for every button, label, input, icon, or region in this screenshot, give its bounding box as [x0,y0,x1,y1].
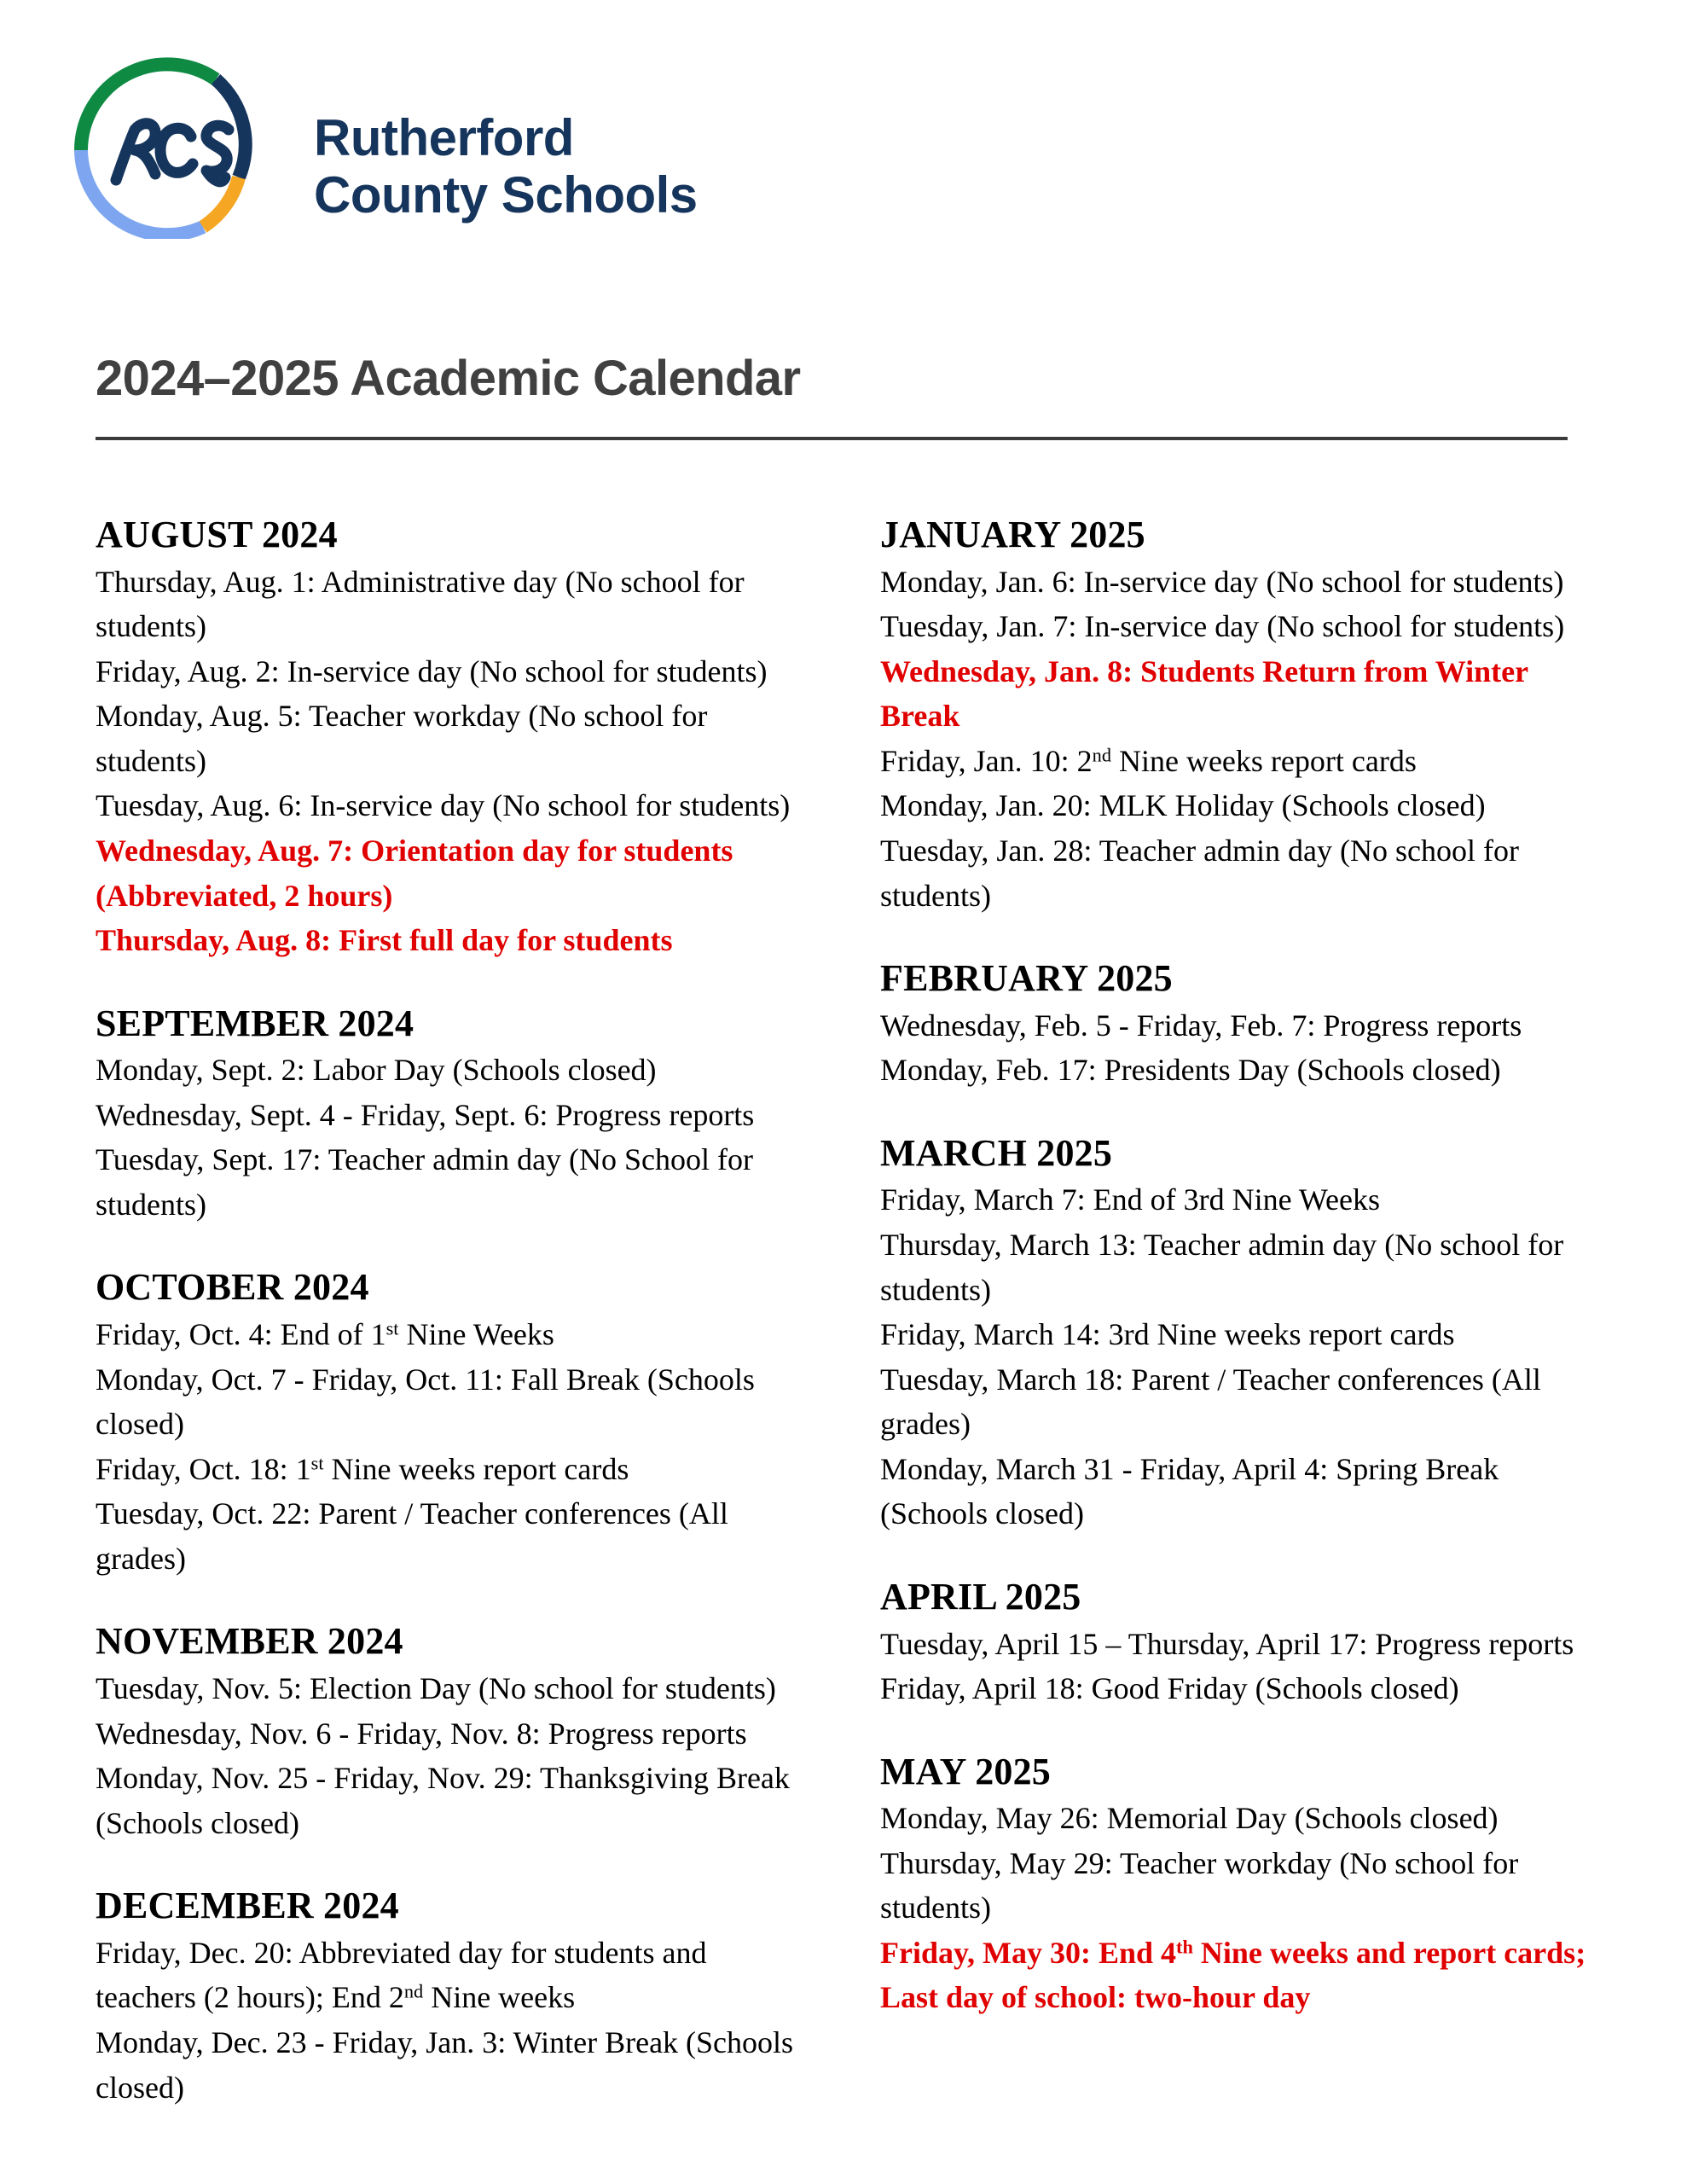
page-title: 2024–2025 Academic Calendar [96,351,801,406]
calendar-entry: Monday, Nov. 25 - Friday, Nov. 29: Thanksgiving Break (Schools closed) [96,1761,790,1840]
month-block [880,956,1605,1093]
calendar-entry: Monday, Dec. 23 - Friday, Jan. 3: Winter Break (Schools closed) [96,2025,794,2105]
calendar-entry: Friday, Dec. 20: Abbreviated day for students and teachers (2 hours); End 2nd Nine weeks [96,1935,707,2015]
calendar-entry: Wednesday, Feb. 5 - Friday, Feb. 7: Progress reports [880,1008,1522,1043]
calendar-entry: Tuesday, Aug. 6: In-service day (No school for students) [96,788,791,823]
month-heading: DECEMBER 2024 [96,1885,399,1927]
rcs-logo [67,41,264,239]
month-heading: SEPTEMBER 2024 [96,1002,415,1044]
month-block [880,1574,1605,1711]
calendar-entry-highlighted: Thursday, Aug. 8: First full day for students [96,923,673,958]
month-block [96,1001,803,1228]
calendar-entry-highlighted: Wednesday, Jan. 8: Students Return from Winter Break [880,653,1528,734]
month-heading: FEBRUARY 2025 [880,957,1173,1000]
calendar-entry: Tuesday, Sept. 17: Teacher admin day (No School for students) [96,1142,754,1222]
calendar-entry: Friday, March 14: 3rd Nine weeks report cards [880,1317,1455,1352]
calendar-entry: Tuesday, Nov. 5: Election Day (No school for students) [96,1671,776,1706]
month-heading: APRIL 2025 [880,1575,1081,1618]
calendar-entry: Tuesday, Oct. 22: Parent / Teacher conferences (All grades) [96,1496,728,1576]
calendar-entry: Monday, May 26: Memorial Day (Schools closed) [880,1801,1499,1836]
month-block [96,512,803,963]
brand-name-line1: Rutherford [314,109,574,166]
calendar-entry: Tuesday, March 18: Parent / Teacher conferences (All grades) [880,1362,1541,1442]
month-heading: MARCH 2025 [880,1131,1113,1174]
calendar-entry: Friday, Aug. 2: In-service day (No school for students) [96,653,768,688]
rcs-logo-icon [67,41,264,239]
month-block [880,1130,1605,1536]
brand-name [314,109,698,224]
month-heading: AUGUST 2024 [96,514,338,555]
calendar-entry: Monday, Jan. 20: MLK Holiday (Schools closed) [880,788,1486,823]
calendar-entry: Friday, Oct. 18: 1st Nine weeks report cards [96,1451,629,1486]
calendar-entry: Thursday, May 29: Teacher workday (No school for students) [880,1845,1519,1926]
calendar-entry-highlighted: Friday, May 30: End 4th Nine weeks and report cards; Last day of school: two-hour day [880,1935,1586,2015]
calendar-entry-highlighted: Wednesday, Aug. 7: Orientation day for students (Abbreviated, 2 hours) [96,833,733,913]
page-header [0,0,1687,324]
title-divider [96,437,1568,440]
calendar-entry: Tuesday, Jan. 7: In-service day (No school for students) [880,609,1565,644]
month-heading: OCTOBER 2024 [96,1266,369,1309]
calendar-entry: Thursday, March 13: Teacher admin day (No school for students) [880,1228,1564,1307]
calendar-entry: Friday, Oct. 4: End of 1st Nine Weeks [96,1317,554,1352]
calendar-entry: Friday, March 7: End of 3rd Nine Weeks [880,1182,1380,1217]
calendar-entry: Wednesday, Nov. 6 - Friday, Nov. 8: Progress reports [96,1716,747,1751]
calendar-entry: Tuesday, Jan. 28: Teacher admin day (No school for students) [880,833,1519,913]
calendar-entry: Monday, Oct. 7 - Friday, Oct. 11: Fall Break (Schools closed) [96,1362,755,1442]
calendar-entry: Monday, March 31 - Friday, April 4: Spring Break (Schools closed) [880,1451,1499,1531]
month-block [880,1749,1605,2020]
calendar-entry: Tuesday, April 15 – Thursday, April 17: Progress reports [880,1626,1574,1661]
calendar-column-right [880,512,1605,2020]
month-block [96,1264,803,1581]
month-heading: MAY 2025 [880,1750,1052,1792]
calendar-column-left [96,512,803,2110]
calendar-entry: Wednesday, Sept. 4 - Friday, Sept. 6: Progress reports [96,1097,755,1132]
month-heading: NOVEMBER 2024 [96,1620,403,1663]
brand-name-line2: County Schools [314,166,698,224]
calendar-entry: Monday, Feb. 17: Presidents Day (Schools closed) [880,1053,1501,1088]
calendar-entry: Friday, April 18: Good Friday (Schools closed) [880,1671,1459,1706]
calendar-entry: Monday, Sept. 2: Labor Day (Schools closed) [96,1053,657,1088]
calendar-entry: Thursday, Aug. 1: Administrative day (No school for students) [96,564,745,644]
month-block [96,1618,803,1845]
month-heading: JANUARY 2025 [880,514,1145,555]
calendar-entry: Monday, Aug. 5: Teacher workday (No school for students) [96,699,708,778]
calendar-entry: Friday, Jan. 10: 2nd Nine weeks report cards [880,743,1417,778]
month-block [880,512,1605,918]
month-block [96,1883,803,2110]
calendar-entry: Monday, Jan. 6: In-service day (No school for students) [880,564,1564,599]
